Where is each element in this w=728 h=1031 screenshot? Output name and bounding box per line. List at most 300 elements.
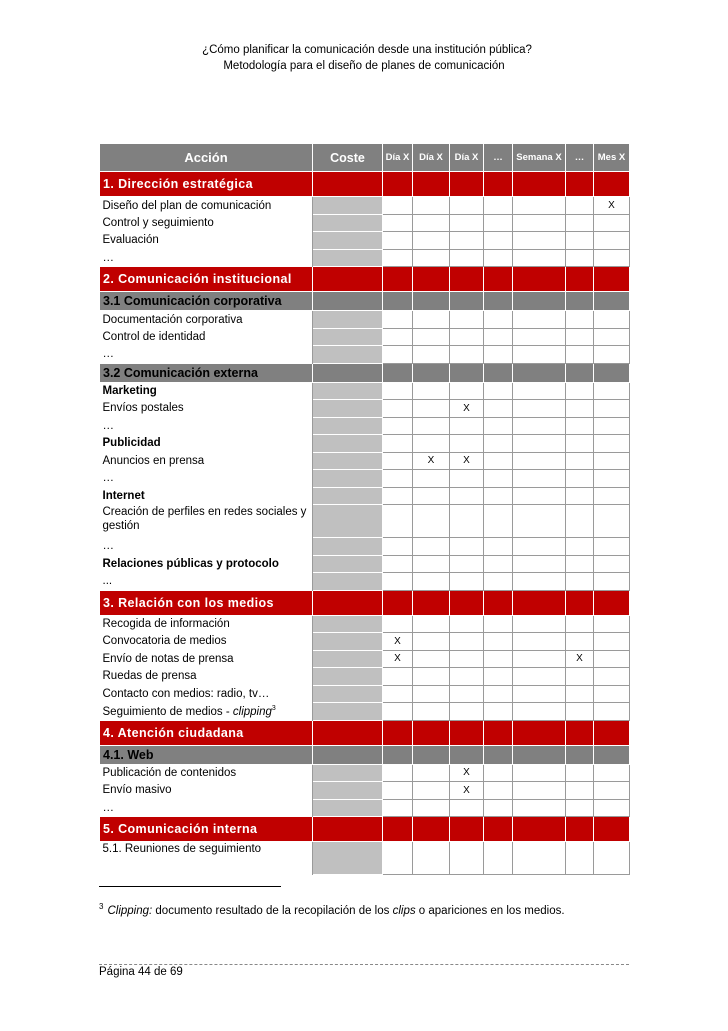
cost-cell (313, 487, 383, 505)
section-cell (513, 590, 566, 615)
activity-label (100, 538, 313, 556)
header-title: ¿Cómo planificar la comunicación desde una institución pública? (202, 44, 532, 56)
schedule-cell (484, 249, 513, 267)
schedule-cell (513, 505, 566, 538)
section-cell (413, 292, 450, 311)
section-label: 1. Dirección estratégica (100, 172, 313, 197)
schedule-cell (383, 435, 413, 453)
schedule-cell (566, 328, 594, 346)
activity-label (100, 452, 313, 470)
subsection-row (100, 363, 630, 382)
schedule-cell (594, 400, 630, 418)
schedule-cell (513, 799, 566, 817)
schedule-cell (594, 538, 630, 556)
activity-label (100, 328, 313, 346)
table-row (100, 703, 630, 721)
section-cell (383, 172, 413, 197)
schedule-cell (484, 400, 513, 418)
table-row (100, 417, 630, 435)
schedule-cell (484, 573, 513, 591)
schedule-cell: X (450, 782, 484, 800)
schedule-cell (513, 487, 566, 505)
schedule-cell (566, 311, 594, 329)
section-cell (566, 817, 594, 842)
section-cell (450, 292, 484, 311)
schedule-cell (450, 668, 484, 686)
schedule-cell (594, 685, 630, 703)
cost-cell (313, 538, 383, 556)
activity-text: … (102, 472, 114, 485)
schedule-cell (484, 842, 513, 875)
schedule-cell (484, 505, 513, 538)
schedule-cell (413, 249, 450, 267)
activity-label (100, 435, 313, 453)
schedule-cell (566, 633, 594, 651)
section-cell (383, 720, 413, 745)
schedule-cell (413, 538, 450, 556)
schedule-cell (383, 764, 413, 782)
footnote (99, 902, 565, 917)
schedule-cell (484, 799, 513, 817)
schedule-cell (566, 435, 594, 453)
schedule-cell (484, 311, 513, 329)
schedule-cell (450, 214, 484, 232)
cost-cell (313, 400, 383, 418)
schedule-cell (383, 382, 413, 400)
activity-text: Publicidad (102, 437, 161, 450)
schedule-cell (413, 764, 450, 782)
schedule-cell (413, 435, 450, 453)
activity-text: Marketing (102, 385, 157, 397)
schedule-cell (566, 538, 594, 556)
table-row (100, 782, 630, 800)
activity-label (100, 249, 313, 267)
table-row (100, 668, 630, 686)
schedule-cell (383, 328, 413, 346)
schedule-cell (450, 685, 484, 703)
table-row (100, 214, 630, 232)
section-cell (566, 720, 594, 745)
activity-text: Internet (102, 489, 145, 502)
subsection-label: 3.2 Comunicación externa (100, 363, 313, 382)
section-cell (513, 292, 566, 311)
schedule-cell (450, 311, 484, 329)
activity-label (100, 703, 313, 721)
schedule-cell (383, 232, 413, 250)
activity-italic: clipping (232, 705, 272, 718)
table-row (100, 435, 630, 453)
cost-cell (313, 435, 383, 453)
schedule-cell: X (383, 650, 413, 668)
section-cell (513, 172, 566, 197)
section-cell (566, 172, 594, 197)
schedule-cell (484, 232, 513, 250)
section-cell (566, 745, 594, 764)
schedule-cell (513, 782, 566, 800)
subsection-row (100, 745, 630, 764)
schedule-cell (513, 346, 566, 364)
activity-text: … (102, 251, 114, 264)
activity-text: Envío masivo (102, 784, 172, 797)
schedule-cell (513, 650, 566, 668)
schedule-cell (484, 782, 513, 800)
section-cell (594, 745, 630, 764)
section-cell (413, 363, 450, 382)
section-cell (484, 720, 513, 745)
schedule-cell (484, 470, 513, 488)
section-cell (594, 817, 630, 842)
schedule-cell (594, 470, 630, 488)
section-cell (566, 292, 594, 311)
section-cell (484, 363, 513, 382)
schedule-cell (450, 346, 484, 364)
activity-text: 5.1. Reuniones de seguimiento (102, 843, 262, 855)
schedule-cell (513, 555, 566, 573)
schedule-cell (413, 633, 450, 651)
schedule-cell (383, 197, 413, 215)
section-cell (313, 745, 383, 764)
schedule-cell (383, 346, 413, 364)
table-row (100, 555, 630, 573)
column-header-ellipsis-1: … (484, 144, 513, 172)
section-cell (594, 172, 630, 197)
schedule-cell (513, 668, 566, 686)
schedule-cell (413, 328, 450, 346)
section-cell (413, 720, 450, 745)
schedule-cell (450, 417, 484, 435)
column-header-dia-2: Día X (413, 144, 450, 172)
activity-text: Publicación de contenidos (102, 767, 237, 779)
activity-label (100, 505, 313, 538)
activity-label (100, 400, 313, 418)
activity-label (100, 197, 313, 215)
schedule-cell (413, 487, 450, 505)
column-header-mes: Mes X (594, 144, 630, 172)
schedule-cell (484, 668, 513, 686)
schedule-cell (450, 538, 484, 556)
section-row (100, 267, 630, 292)
table-row (100, 650, 630, 668)
activity-label (100, 799, 313, 817)
schedule-cell (594, 555, 630, 573)
column-header-dia-1: Día X (383, 144, 413, 172)
activity-text: Relaciones públicas y protocolo (102, 557, 279, 570)
cost-cell (313, 505, 383, 538)
table-row (100, 400, 630, 418)
cost-cell (313, 214, 383, 232)
page-number: Página 44 de 69 (99, 966, 183, 978)
activity-label (100, 842, 313, 875)
activity-label (100, 417, 313, 435)
column-header-ellipsis-2: … (566, 144, 594, 172)
activity-text: … (102, 801, 114, 814)
schedule-cell (594, 346, 630, 364)
section-cell (413, 267, 450, 292)
activity-label (100, 487, 313, 505)
schedule-cell (594, 615, 630, 633)
section-cell (594, 720, 630, 745)
schedule-cell: X (566, 650, 594, 668)
schedule-cell (513, 452, 566, 470)
schedule-cell (383, 573, 413, 591)
schedule-cell (413, 232, 450, 250)
schedule-cell (413, 685, 450, 703)
table-row (100, 346, 630, 364)
schedule-cell (513, 232, 566, 250)
header-subtitle: Metodología para el diseño de planes de comunicación (223, 60, 505, 72)
schedule-cell (450, 470, 484, 488)
section-row (100, 590, 630, 615)
schedule-cell (566, 764, 594, 782)
table-header-row (100, 144, 630, 172)
schedule-cell (413, 842, 450, 875)
section-cell (513, 745, 566, 764)
cost-cell (313, 328, 383, 346)
cost-cell (313, 452, 383, 470)
schedule-cell (594, 764, 630, 782)
activity-text: Control de identidad (102, 330, 206, 343)
schedule-cell: X (450, 452, 484, 470)
schedule-cell (513, 685, 566, 703)
section-cell (313, 590, 383, 615)
schedule-cell (594, 842, 630, 875)
table-row (100, 382, 630, 400)
schedule-cell (513, 400, 566, 418)
schedule-cell (413, 505, 450, 538)
table-row (100, 842, 630, 875)
activity-text: Anuncios en prensa (102, 454, 205, 467)
schedule-cell (566, 615, 594, 633)
cost-cell (313, 799, 383, 817)
schedule-cell (594, 311, 630, 329)
section-row (100, 172, 630, 197)
table-row (100, 197, 630, 215)
schedule-cell (566, 232, 594, 250)
section-cell (594, 267, 630, 292)
table-row (100, 573, 630, 591)
section-cell (313, 720, 383, 745)
schedule-cell (383, 842, 413, 875)
schedule-cell (566, 703, 594, 721)
activity-text: Evaluación (102, 234, 159, 247)
section-label: 4. Atención ciudadana (100, 720, 313, 745)
schedule-cell (450, 232, 484, 250)
schedule-cell (383, 615, 413, 633)
schedule-cell (413, 573, 450, 591)
schedule-cell (484, 417, 513, 435)
schedule-cell (413, 346, 450, 364)
footnote-term-2: clips (392, 904, 416, 917)
schedule-cell (413, 214, 450, 232)
schedule-cell (413, 311, 450, 329)
activity-label (100, 555, 313, 573)
cost-cell (313, 573, 383, 591)
schedule-cell (413, 400, 450, 418)
schedule-cell (513, 382, 566, 400)
cost-cell (313, 346, 383, 364)
schedule-cell (450, 555, 484, 573)
section-row (100, 817, 630, 842)
schedule-cell (513, 615, 566, 633)
schedule-cell (513, 764, 566, 782)
schedule-cell (383, 505, 413, 538)
section-cell (484, 172, 513, 197)
cost-cell (313, 782, 383, 800)
column-header-accion: Acción (100, 144, 313, 172)
activity-label (100, 650, 313, 668)
schedule-cell (484, 555, 513, 573)
schedule-cell (413, 703, 450, 721)
section-cell (450, 745, 484, 764)
schedule-cell: X (450, 400, 484, 418)
section-cell (313, 817, 383, 842)
section-label: 3. Relación con los medios (100, 590, 313, 615)
table-row (100, 311, 630, 329)
section-cell (484, 292, 513, 311)
schedule-cell (566, 452, 594, 470)
section-cell (484, 267, 513, 292)
schedule-cell (566, 799, 594, 817)
footnote-rule (99, 886, 281, 887)
activity-label (100, 573, 313, 591)
section-cell (450, 720, 484, 745)
section-cell (413, 590, 450, 615)
schedule-cell (484, 685, 513, 703)
schedule-cell (513, 311, 566, 329)
schedule-cell (566, 555, 594, 573)
section-cell (383, 817, 413, 842)
cost-cell (313, 842, 383, 875)
section-cell (450, 172, 484, 197)
schedule-cell (484, 615, 513, 633)
activity-text: Ruedas de prensa (102, 670, 197, 683)
activity-label (100, 782, 313, 800)
schedule-cell (413, 470, 450, 488)
schedule-cell (513, 249, 566, 267)
schedule-cell (566, 685, 594, 703)
schedule-cell (450, 573, 484, 591)
schedule-cell (413, 782, 450, 800)
subsection-row (100, 292, 630, 311)
table-body (100, 172, 630, 875)
schedule-cell (413, 799, 450, 817)
activity-text: Recogida de información (102, 618, 230, 630)
schedule-cell (594, 435, 630, 453)
cost-cell (313, 249, 383, 267)
schedule-cell (383, 311, 413, 329)
activity-text: Envíos postales (102, 402, 184, 415)
section-cell (566, 590, 594, 615)
schedule-cell (566, 487, 594, 505)
cost-cell (313, 197, 383, 215)
section-cell (594, 363, 630, 382)
section-cell (313, 363, 383, 382)
schedule-cell (383, 799, 413, 817)
activity-text: Envío de notas de prensa (102, 652, 234, 665)
schedule-cell (594, 487, 630, 505)
table-row (100, 799, 630, 817)
schedule-cell (484, 650, 513, 668)
schedule-cell: X (413, 452, 450, 470)
schedule-cell (383, 538, 413, 556)
schedule-cell (450, 799, 484, 817)
table-row (100, 764, 630, 782)
footnote-term: Clipping: (107, 904, 153, 917)
schedule-cell (484, 538, 513, 556)
schedule-cell (566, 249, 594, 267)
section-cell (413, 172, 450, 197)
footnote-number: 3 (99, 902, 104, 911)
schedule-cell (450, 249, 484, 267)
table-row (100, 615, 630, 633)
column-header-dia-3: Día X (450, 144, 484, 172)
schedule-cell (513, 197, 566, 215)
section-cell (484, 817, 513, 842)
table-row (100, 249, 630, 267)
section-cell (313, 267, 383, 292)
schedule-cell: X (383, 633, 413, 651)
schedule-cell (383, 487, 413, 505)
schedule-cell (413, 555, 450, 573)
schedule-cell (566, 782, 594, 800)
schedule-cell (450, 633, 484, 651)
schedule-cell (594, 249, 630, 267)
schedule-cell (413, 650, 450, 668)
section-cell (413, 817, 450, 842)
subsection-label: 4.1. Web (100, 745, 313, 764)
activity-text: Diseño del plan de comunicación (102, 199, 272, 212)
schedule-cell (594, 505, 630, 538)
section-cell (594, 292, 630, 311)
schedule-cell (383, 703, 413, 721)
schedule-cell (566, 382, 594, 400)
schedule-cell (594, 799, 630, 817)
section-cell (383, 745, 413, 764)
schedule-cell (413, 197, 450, 215)
schedule-cell (450, 382, 484, 400)
schedule-cell (413, 417, 450, 435)
schedule-cell (513, 470, 566, 488)
schedule-cell (566, 573, 594, 591)
table-row (100, 232, 630, 250)
column-header-semana: Semana X (513, 144, 566, 172)
schedule-cell (566, 470, 594, 488)
schedule-cell (383, 668, 413, 686)
schedule-cell (413, 615, 450, 633)
schedule-cell (383, 470, 413, 488)
activity-label (100, 382, 313, 400)
activity-text: ... (102, 575, 113, 587)
table-row (100, 487, 630, 505)
schedule-cell (383, 417, 413, 435)
schedule-cell (450, 842, 484, 875)
schedule-cell (484, 214, 513, 232)
schedule-cell (594, 573, 630, 591)
section-cell (484, 590, 513, 615)
schedule-cell (484, 346, 513, 364)
section-cell (383, 590, 413, 615)
schedule-cell (484, 487, 513, 505)
schedule-cell (450, 505, 484, 538)
activity-text: Contacto con medios: radio, tv… (102, 687, 270, 700)
section-cell (513, 363, 566, 382)
schedule-cell (413, 668, 450, 686)
schedule-cell (450, 197, 484, 215)
schedule-cell (513, 633, 566, 651)
activity-label (100, 685, 313, 703)
activity-text: Seguimiento de medios - (102, 705, 233, 718)
section-cell (413, 745, 450, 764)
